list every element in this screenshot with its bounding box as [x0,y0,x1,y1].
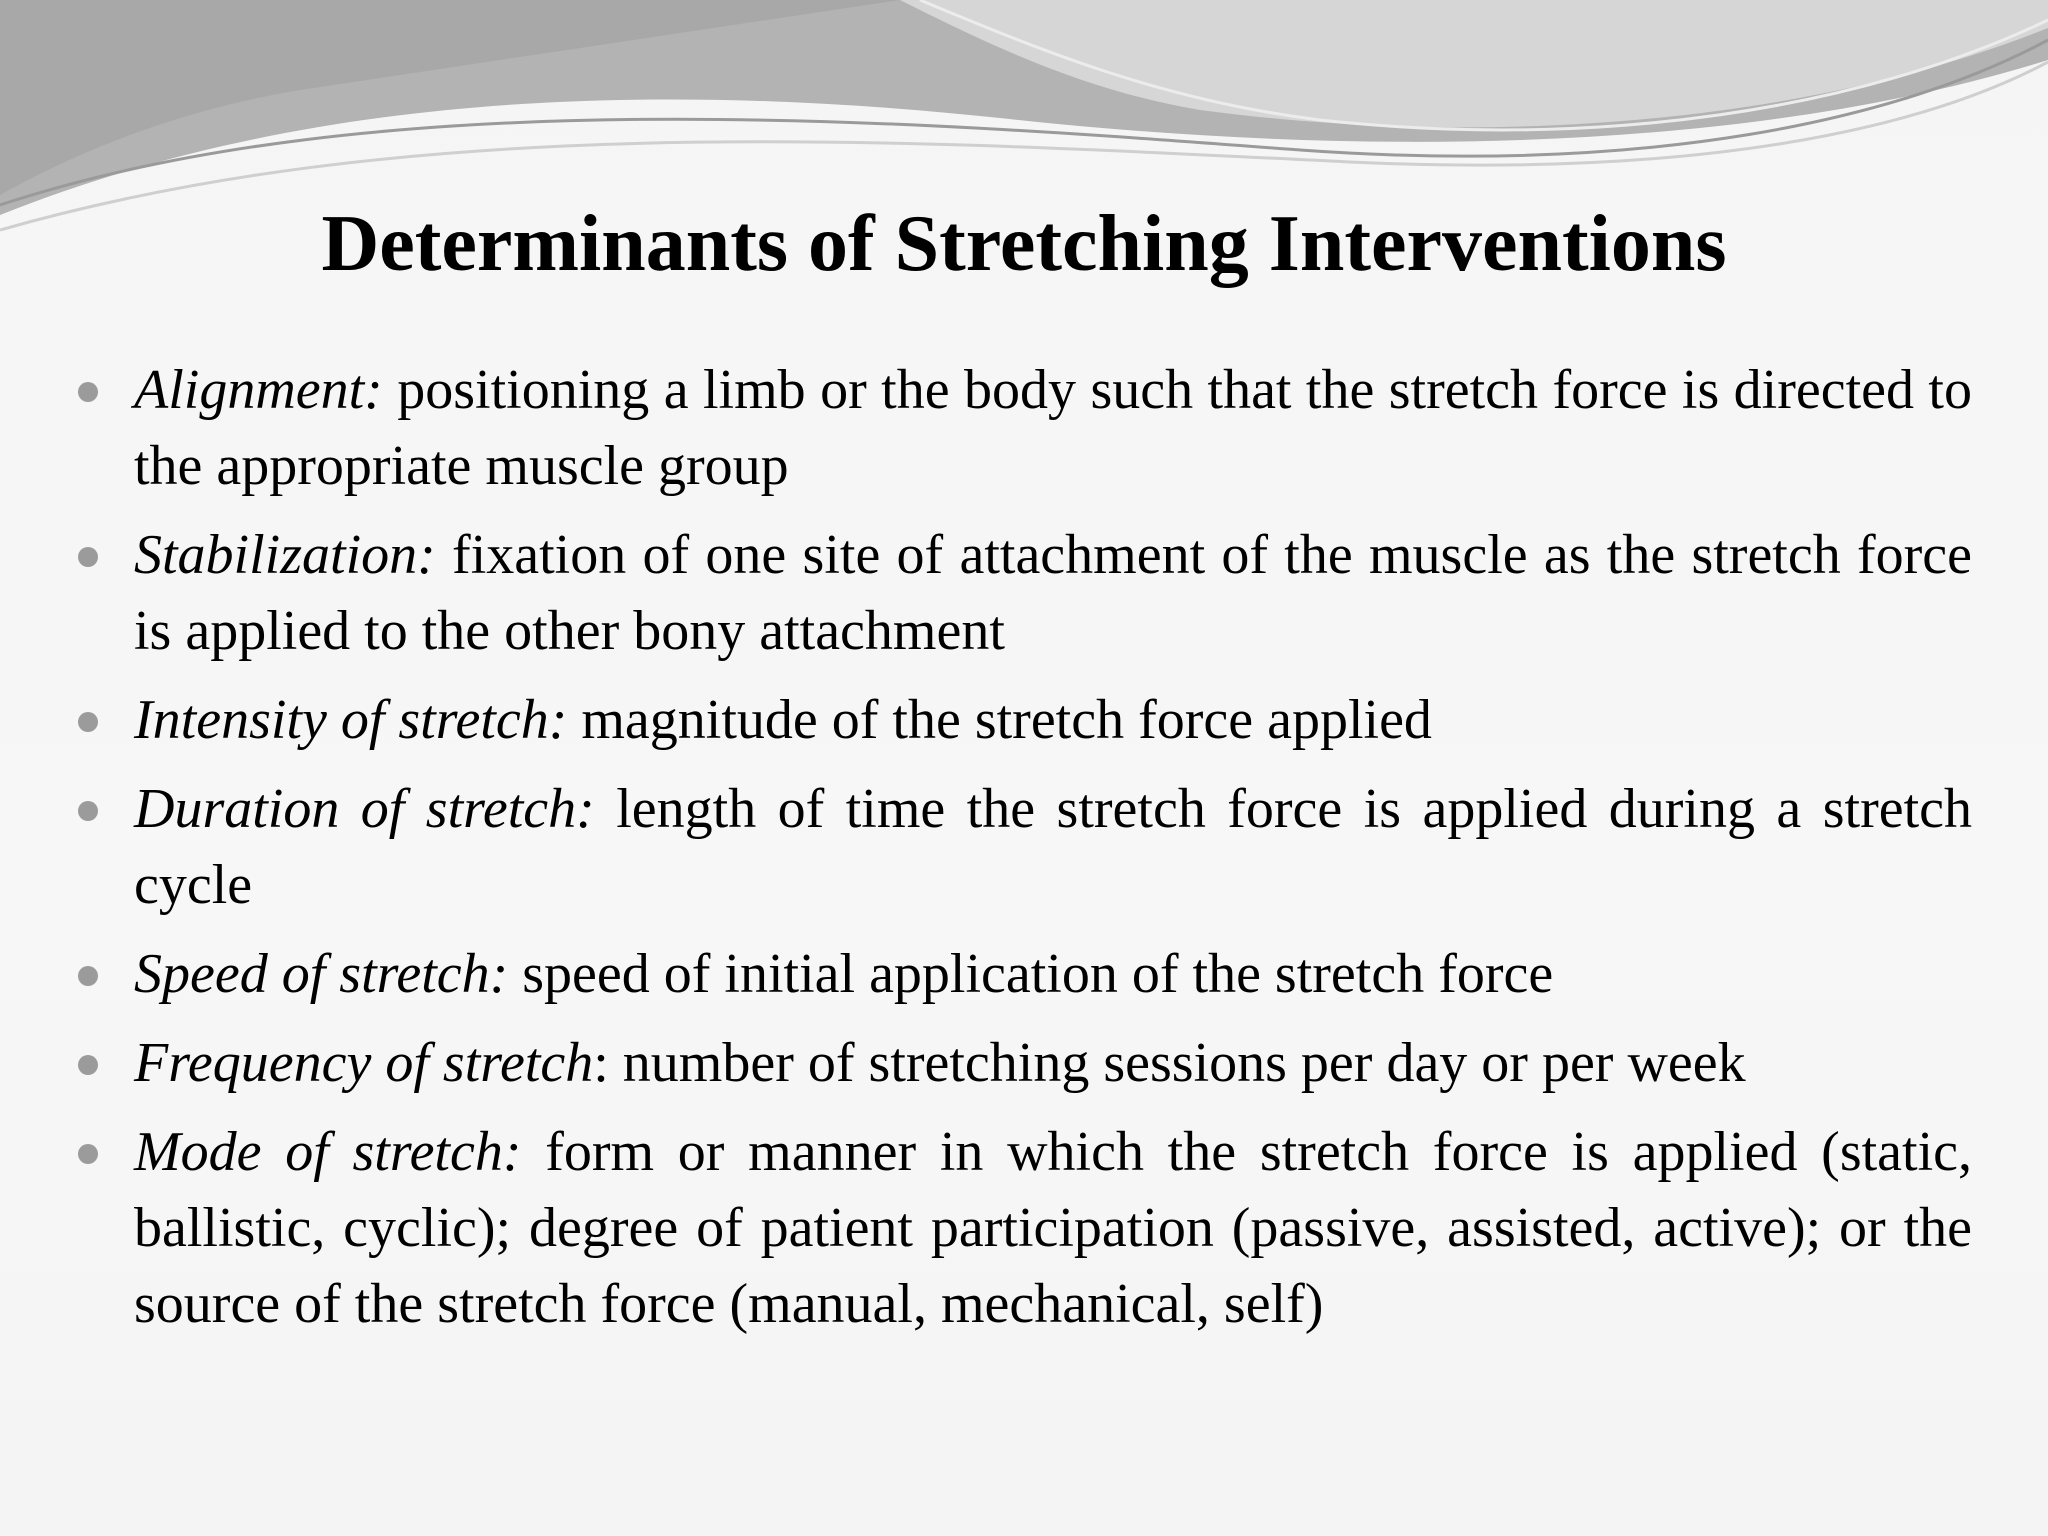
bullet-dot-icon [78,801,98,821]
bullet-dot-icon [78,1055,98,1075]
bullet-item-speed [76,936,1972,1012]
bullet-item-frequency [76,1025,1972,1101]
slide-title: Determinants of Stretching Interventions [321,200,1727,288]
bullet-text: form or manner in which the stretch force is applied (static, ballistic, cyclic); degree of patient participation (passive, assisted, active); or the source of the stretch force (manual, mechanical, self) [134,1121,1972,1335]
bullet-dot-icon [78,712,98,732]
bullet-text: : number of stretching sessions per day or per week [593,1032,1746,1094]
bullet-term: Frequency of stretch [134,1032,594,1094]
bullet-dot-icon [78,382,98,402]
bullet-list [76,352,1972,1355]
bullet-dot-icon [78,1144,98,1164]
bullet-item-mode [76,1114,1972,1342]
bullet-text: length of time the stretch force is applied during a stretch cycle [134,778,1972,916]
bullet-text: fixation of one site of attachment of the muscle as the stretch force is applied to the other bony attachment [134,524,1972,662]
bullet-dot-icon [78,966,98,986]
bullet-item-stabilization [76,517,1972,669]
bullet-text: positioning a limb or the body such that the stretch force is directed to the appropriate muscle group [134,359,1972,497]
bullet-term: Speed of stretch: [134,943,509,1005]
bullet-term: Alignment: [134,359,383,421]
bullet-item-intensity [76,682,1972,758]
bullet-dot-icon [78,547,98,567]
bullet-text: magnitude of the stretch force applied [567,689,1432,751]
bullet-term: Intensity of stretch: [134,689,568,751]
bullet-term: Stabilization: [134,524,436,586]
bullet-term: Duration of stretch: [134,778,595,840]
bullet-text: speed of initial application of the stretch force [508,943,1554,1005]
bullet-item-alignment [76,352,1972,504]
bullet-item-duration [76,771,1972,923]
bullet-term: Mode of stretch: [134,1121,522,1183]
